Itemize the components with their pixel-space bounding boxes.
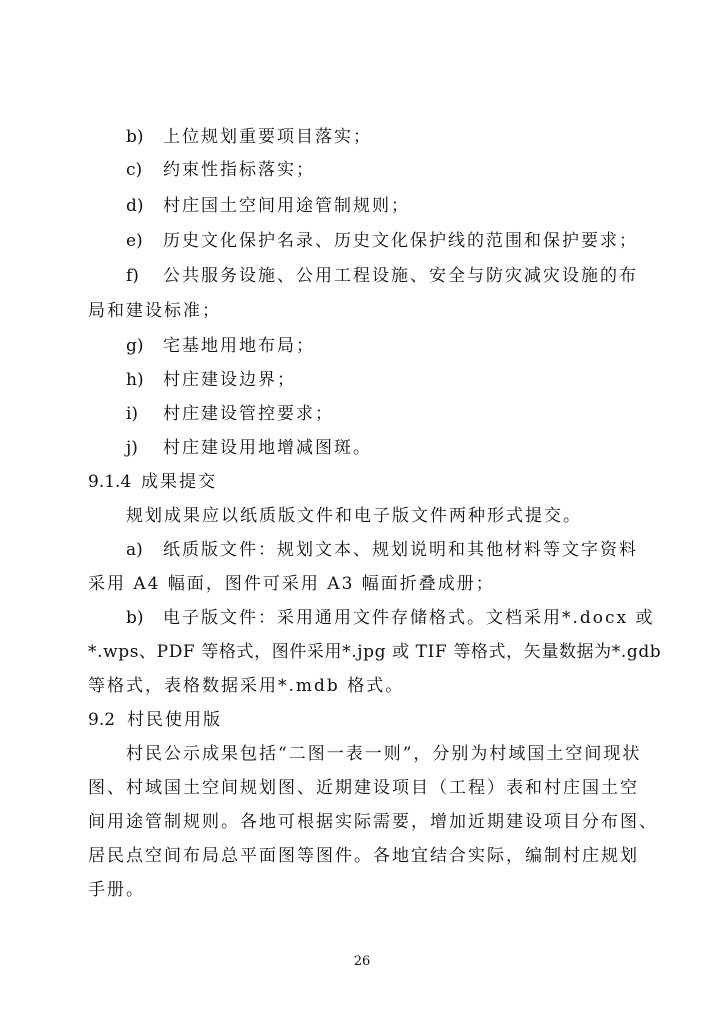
- list-text: 村庄建设边界；: [163, 370, 296, 390]
- list-marker: f): [126, 266, 139, 286]
- list-text: 历史文化保护名录、历史文化保护线的范围和保护要求；: [163, 231, 638, 251]
- paragraph: [0, 501, 724, 531]
- page-number: 26: [353, 954, 371, 969]
- list-text: 宅基地用地布局；: [163, 336, 315, 356]
- paragraph-text: 图、村域国土空间规划图、近期建设项目（工程）表和村庄国土空: [88, 778, 639, 798]
- paragraph-text: 规划成果应以纸质版文件和电子版文件两种形式提交。: [126, 506, 582, 526]
- section-title: 村民使用版: [127, 710, 222, 730]
- list-text: 约束性指标落实；: [163, 160, 315, 180]
- section-number: 9.2: [88, 710, 116, 730]
- list-text: 局和建设标准；: [88, 301, 221, 321]
- section-number: 9.1.4: [88, 472, 132, 492]
- list-item-d: [0, 191, 724, 221]
- paragraph-line: [0, 841, 724, 871]
- paragraph-line: [0, 875, 724, 905]
- list-item-h: [0, 365, 724, 395]
- paragraph-text: 居民点空间布局总平面图等图件。各地宜结合实际，编制村庄规划: [88, 846, 639, 866]
- list-item-g: [0, 331, 724, 361]
- list-text: 上位规划重要项目落实；: [163, 127, 372, 147]
- paragraph-text: 间用途管制规则。各地可根据实际需要，增加近期建设项目分布图、: [88, 812, 658, 832]
- paragraph-line: [0, 773, 724, 803]
- list-item-j: [0, 433, 724, 463]
- list-marker: e): [126, 231, 143, 251]
- list-marker: b): [126, 127, 144, 147]
- paragraph-line: [0, 739, 724, 769]
- list-marker: i): [126, 404, 139, 424]
- list-item-b2-continued: [0, 637, 724, 667]
- section-title: 成果提交: [141, 472, 217, 492]
- list-item-a-continued: [0, 569, 724, 599]
- list-marker: h): [126, 370, 144, 390]
- list-item-b: [0, 122, 724, 152]
- paragraph-line: [0, 807, 724, 837]
- list-text: *.wps、PDF 等格式，图件采用*.jpg 或 TIF 等格式，矢量数据为*.gdb: [88, 642, 662, 662]
- list-item-b2-continued: [0, 671, 724, 701]
- list-marker: c): [126, 160, 143, 180]
- section-heading-9-2: [0, 705, 724, 735]
- list-item-f-continued: [0, 296, 724, 326]
- list-text: 采用 A4 幅面，图件可采用 A3 幅面折叠成册；: [88, 574, 495, 594]
- list-marker: a): [126, 540, 143, 560]
- list-marker: d): [126, 196, 144, 216]
- list-text: 村庄建设用地增减图斑。: [163, 438, 372, 458]
- list-marker: j): [126, 438, 138, 458]
- list-text: 等格式，表格数据采用*.mdb 格式。: [88, 676, 405, 696]
- list-text: 纸质版文件：规划文本、规划说明和其他材料等文字资料: [163, 540, 638, 560]
- list-item-c: [0, 155, 724, 185]
- list-marker: g): [126, 336, 144, 356]
- paragraph-text: 手册。: [88, 880, 145, 900]
- list-item-e: [0, 226, 724, 256]
- section-heading-9-1-4: [0, 467, 724, 497]
- list-item-a: [0, 535, 724, 565]
- list-text: 公共服务设施、公用工程设施、安全与防灾减灾设施的布: [163, 266, 638, 286]
- list-marker: b): [126, 608, 144, 628]
- list-text: 电子版文件：采用通用文件存储格式。文档采用*.docx 或: [163, 608, 655, 628]
- list-text: 村庄建设管控要求；: [163, 404, 334, 424]
- list-text: 村庄国土空间用途管制规则；: [163, 196, 410, 216]
- list-item-i: [0, 399, 724, 429]
- paragraph-text: 村民公示成果包括“二图一表一则”，分别为村域国土空间现状: [126, 744, 642, 764]
- list-item-f: [0, 261, 724, 291]
- list-item-b2: [0, 603, 724, 633]
